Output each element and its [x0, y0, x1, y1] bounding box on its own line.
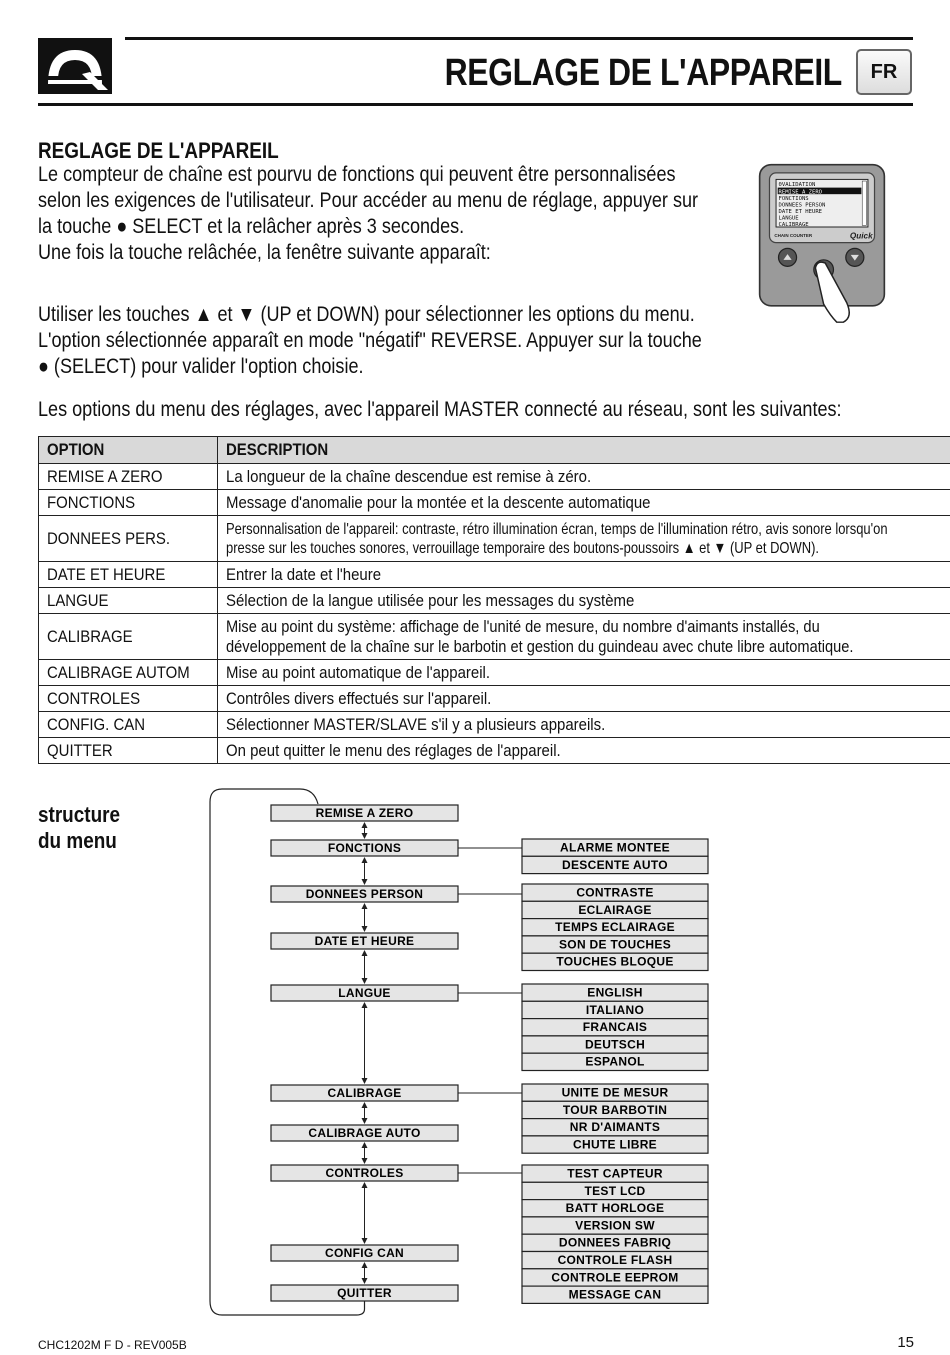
text-line: selon les exigences de l'utilisateur. Pour accéder au menu de réglage, appuyer sur — [38, 189, 699, 212]
menu-item-label: CALIBRAGE AUTO — [308, 1126, 421, 1140]
submenu-item-italiano — [522, 1001, 708, 1018]
intro-paragraph-1 — [38, 162, 698, 266]
table-row — [39, 490, 950, 516]
menu-item-label: CONTROLES — [325, 1166, 404, 1180]
menu-item-quitter — [271, 1285, 458, 1301]
options-table — [38, 436, 950, 764]
menu-item-remise-a-zero — [271, 805, 458, 821]
language-badge: FR — [856, 49, 912, 95]
option-cell: DONNEES PERS. — [47, 528, 171, 548]
loop-connector — [210, 789, 365, 1315]
submenu-item-label: TOUCHES BLOQUE — [556, 954, 674, 969]
option-cell: CONFIG. CAN — [47, 714, 146, 734]
menu-item-langue — [271, 985, 522, 1001]
submenu-item-batt-horloge — [522, 1200, 708, 1217]
option-cell: REMISE A ZERO — [47, 466, 163, 486]
submenu-column — [522, 839, 708, 1303]
submenu-item-label: TEMPS ECLAIRAGE — [555, 920, 675, 935]
submenu-item-label: DESCENTE AUTO — [562, 857, 668, 872]
submenu-item-controle-eeprom — [522, 1269, 708, 1286]
description-cell: On peut quitter le menu des réglages de l'appareil. — [226, 740, 561, 760]
screen-line: LANGUE — [778, 215, 799, 222]
table-row — [39, 464, 950, 490]
table-row — [39, 686, 950, 712]
screen-line: CALIBRAGE — [778, 222, 809, 229]
description-cell: Personnalisation de l'appareil: contraste, rétro illumination écran, temps de l'illumination rétro, avis sonore lorsqu'on — [226, 520, 888, 538]
submenu-item-label: CHUTE LIBRE — [573, 1137, 657, 1152]
submenu-item-label: TEST CAPTEUR — [567, 1166, 663, 1181]
device-brand-label: Quick — [849, 231, 873, 241]
submenu-item-label: TOUR BARBOTIN — [562, 1102, 668, 1117]
menu-structure-diagram — [0, 780, 950, 1320]
submenu-item-label: MESSAGE CAN — [568, 1287, 662, 1302]
table-row — [39, 712, 950, 738]
submenu-item-message-can — [522, 1286, 708, 1303]
submenu-item-descente-auto — [522, 856, 708, 873]
menu-item-date-et-heure — [271, 933, 458, 949]
menu-item-label: DONNEES PERSON — [305, 887, 424, 901]
description-cell: Sélection de la langue utilisée pour les messages du système — [226, 590, 635, 610]
submenu-item-deutsch — [522, 1036, 708, 1053]
submenu-item-label: ENGLISH — [587, 985, 643, 1000]
page-title: REGLAGE DE L'APPAREIL — [444, 52, 842, 94]
screen-line: 0VALIDATION — [778, 181, 816, 188]
submenu-item-unite-de-mesur — [522, 1084, 708, 1101]
menu-item-controles — [271, 1165, 522, 1181]
quick-logo-icon — [38, 38, 112, 94]
screen-line: DONNEES PERSON — [778, 202, 826, 209]
submenu-item-label: DEUTSCH — [584, 1037, 646, 1052]
option-cell: CONTROLES — [47, 688, 141, 708]
submenu-item-label: ECLAIRAGE — [578, 902, 652, 917]
submenu-item-label: CONTROLE FLASH — [557, 1253, 673, 1267]
menu-item-label: LANGUE — [338, 986, 391, 1000]
description-cell: Mise au point du système: affichage de l'unité de mesure, du nombre d'aimants installés, du — [226, 616, 820, 636]
menu-item-label: REMISE A ZERO — [315, 806, 414, 820]
submenu-item-label: TEST LCD — [584, 1183, 646, 1198]
table-row — [39, 588, 950, 614]
screen-line-selected: REMISE A ZERO — [778, 189, 823, 196]
description-cell: Entrer la date et l'heure — [226, 564, 382, 584]
table-row — [39, 516, 950, 562]
menu-item-label: QUITTER — [337, 1286, 392, 1300]
submenu-item-label: FRANCAIS — [582, 1020, 648, 1035]
submenu-item-label: SON DE TOUCHES — [559, 937, 671, 952]
structure-title: structure du menu — [38, 802, 121, 853]
submenu-item-label: CONTROLE EEPROM — [551, 1270, 679, 1285]
header-rule — [125, 37, 913, 40]
text-line: L'option sélectionnée apparaît en mode "négatif" REVERSE. Appuyer sur la touche — [38, 329, 702, 352]
submenu-item-test-capteur — [522, 1165, 708, 1182]
menu-item-label: FONCTIONS — [327, 841, 402, 855]
submenu-item-francais — [522, 1019, 708, 1036]
menu-item-fonctions — [271, 840, 522, 856]
submenu-item-version-sw — [522, 1217, 708, 1234]
submenu-item-tour-barbotin — [522, 1101, 708, 1118]
description-cell: Mise au point automatique de l'appareil. — [226, 662, 491, 682]
submenu-item-son-de-touches — [522, 936, 708, 953]
header-description: DESCRIPTION — [218, 437, 950, 464]
submenu-item-label: UNITE DE MESUR — [561, 1085, 669, 1100]
submenu-item-alarme-montee — [522, 839, 708, 856]
option-cell: FONCTIONS — [47, 492, 136, 512]
description-cell: presse sur les touches sonores, verrouillage temporaire des boutons-poussoirs ▲ et ▼ (UP et DOWN). — [226, 539, 820, 557]
option-cell: LANGUE — [47, 590, 109, 610]
submenu-item-label: ITALIANO — [585, 1002, 645, 1017]
submenu-item-english — [522, 984, 708, 1001]
description-cell: développement de la chaîne sur le barbotin et gestion du guindeau avec chute libre automatique. — [226, 636, 854, 656]
option-cell: DATE ET HEURE — [47, 564, 166, 584]
menu-item-calibrage — [271, 1085, 522, 1101]
submenu-item-controle-flash — [522, 1252, 708, 1269]
text-line: Utiliser les touches ▲ et ▼ (UP et DOWN) pour sélectionner les options du menu. — [38, 303, 695, 326]
document-reference: CHC1202M F D - REV005B — [38, 1338, 187, 1352]
menu-item-label: CALIBRAGE — [327, 1086, 402, 1100]
description-cell: Sélectionner MASTER/SLAVE s'il y a plusieurs appareils. — [226, 714, 606, 734]
menu-item-label: CONFIG CAN — [325, 1246, 404, 1260]
header-underline — [38, 103, 913, 106]
table-row — [39, 738, 950, 764]
header-option: OPTION — [39, 437, 218, 464]
main-menu-column — [271, 805, 522, 1301]
device-model-label: CHAIN COUNTER — [774, 232, 813, 238]
table-row — [39, 660, 950, 686]
brand-logo — [38, 38, 112, 94]
intro-paragraph-2 — [38, 302, 702, 380]
submenu-item-nr-d-aimants — [522, 1119, 708, 1136]
submenu-item-label: NR D'AIMANTS — [569, 1120, 661, 1135]
menu-item-config-can — [271, 1245, 458, 1261]
submenu-item-temps-eclairage — [522, 919, 708, 936]
intro-paragraph-3: Les options du menu des réglages, avec l'appareil MASTER connecté au réseau, sont les suivantes: — [38, 398, 842, 421]
submenu-item-espanol — [522, 1053, 708, 1070]
table-header-row — [39, 437, 950, 464]
table-row — [39, 562, 950, 588]
option-cell: CALIBRAGE — [47, 626, 133, 646]
loop-line — [210, 789, 365, 1315]
submenu-item-eclairage — [522, 901, 708, 918]
submenu-item-label: VERSION SW — [575, 1218, 655, 1233]
submenu-item-contraste — [522, 884, 708, 901]
chain-counter-device-illustration — [744, 163, 900, 323]
description-cell: La longueur de la chaîne descendue est remise à zéro. — [226, 466, 592, 486]
text-line: ● (SELECT) pour valider l'option choisie. — [38, 355, 364, 378]
section-title: REGLAGE DE L'APPAREIL — [38, 138, 279, 163]
submenu-item-test-lcd — [522, 1182, 708, 1199]
table-row — [39, 614, 950, 660]
option-cell: QUITTER — [47, 740, 113, 760]
submenu-item-label: ESPANOL — [585, 1054, 645, 1069]
description-cell: Message d'anomalie pour la montée et la descente automatique — [226, 492, 651, 512]
text-line: Le compteur de chaîne est pourvu de fonctions qui peuvent être personnalisées — [38, 163, 676, 186]
text-line: la touche ● SELECT et la relâcher après 3 secondes. — [38, 215, 465, 238]
submenu-item-label: ALARME MONTEE — [560, 840, 670, 855]
submenu-item-touches-bloque — [522, 953, 708, 970]
description-cell: Contrôles divers effectués sur l'appareil. — [226, 688, 492, 708]
submenu-item-label: BATT HORLOGE — [565, 1201, 665, 1216]
screen-line: DATE ET HEURE — [778, 209, 823, 216]
text-line: Une fois la touche relâchée, la fenêtre suivante apparaît: — [38, 241, 491, 264]
screen-line: FONCTIONS — [778, 195, 809, 202]
option-cell: CALIBRAGE AUTOM — [47, 662, 190, 682]
menu-item-calibrage-auto — [271, 1125, 458, 1141]
submenu-item-donnees-fabriq — [522, 1234, 708, 1251]
submenu-item-label: CONTRASTE — [576, 885, 654, 900]
submenu-item-label: DONNEES FABRIQ — [558, 1235, 672, 1250]
page-number: 15 — [897, 1334, 914, 1351]
menu-item-donnees-person — [271, 886, 522, 902]
menu-item-label: DATE ET HEURE — [314, 934, 415, 948]
submenu-item-chute-libre — [522, 1136, 708, 1153]
